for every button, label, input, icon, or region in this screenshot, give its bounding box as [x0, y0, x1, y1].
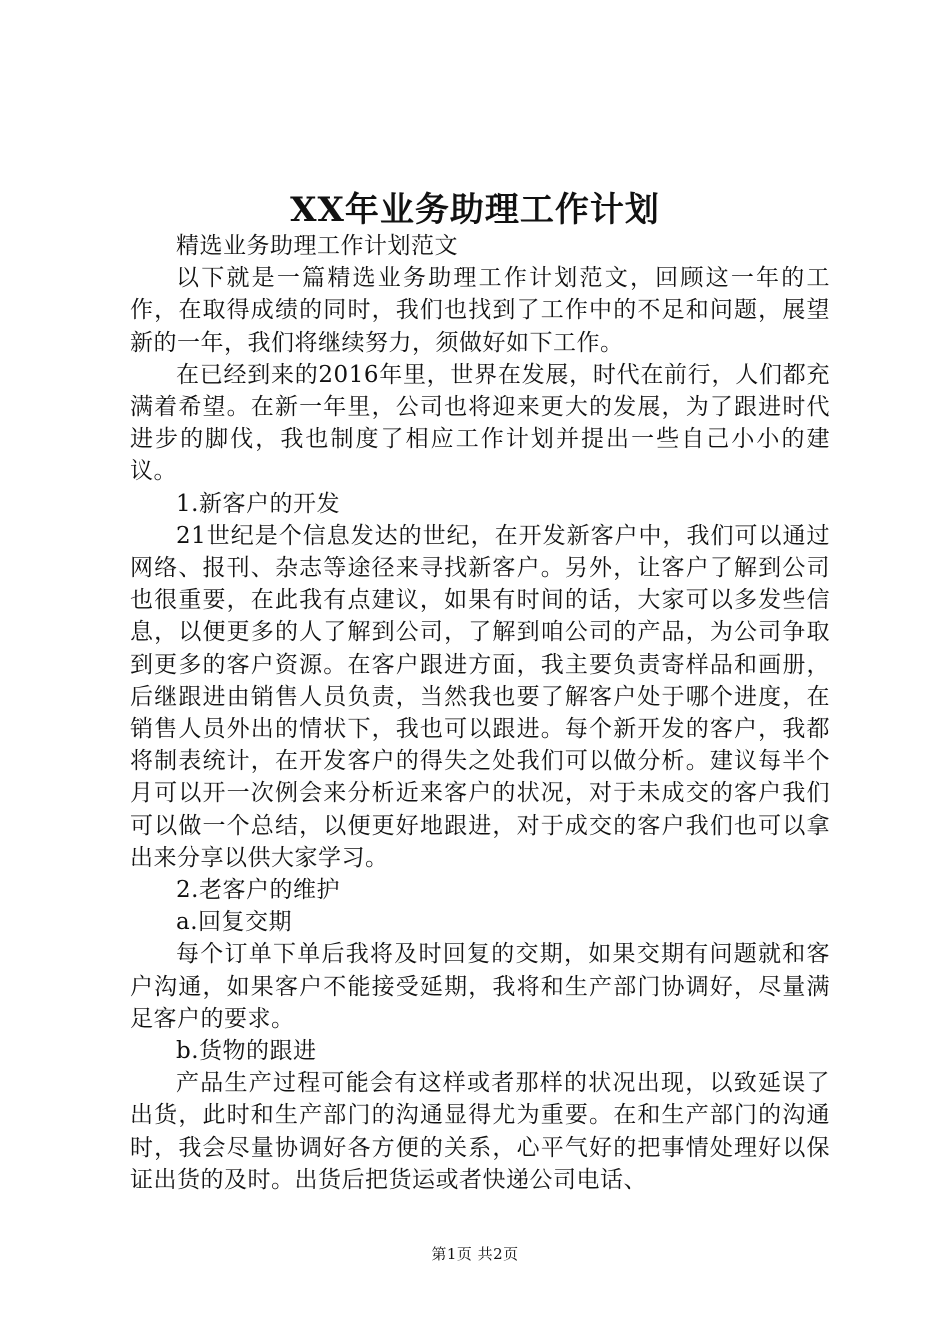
section-heading-old-clients: 2.老客户的维护 — [176, 877, 340, 904]
paragraph-context: 在已经到来的2016年里，世界在发展，时代在前行，人们都充满着希望。在新一年里，公司也将迎来更大的发展，为了跟进时代进步的脚伐，我也制度了相应工作计划并提出一些自己小小的建议。 — [130, 361, 830, 485]
document-title: XX年业务助理工作计划 — [290, 190, 660, 230]
subsection-heading-delivery-reply: a.回复交期 — [176, 909, 293, 936]
subsection-heading-goods-followup: b.货物的跟进 — [176, 1038, 317, 1065]
section-heading-new-clients: 1.新客户的开发 — [176, 490, 340, 517]
paragraph-subtitle: 精选业务助理工作计划范文 — [176, 233, 458, 259]
document-body — [130, 230, 830, 1196]
paragraph-goods-followup: 产品生产过程可能会有这样或者那样的状况出现，以致延误了出货，此时和生产部门的沟通显得尤为重要。在和生产部门的沟通时，我会尽量协调好各方便的关系，心平气好的把事情处理好以保证出货的及时。出货后把货运或者快递公司电话、 — [130, 1070, 830, 1193]
paragraph-intro: 以下就是一篇精选业务助理工作计划范文，回顾这一年的工作，在取得成绩的同时，我们也找到了工作中的不足和问题，展望新的一年，我们将继续努力，须做好如下工作。 — [130, 265, 830, 356]
paragraph-new-clients: 21世纪是个信息发达的世纪，在开发新客户中，我们可以通过网络、报刊、杂志等途径来寻找新客户。另外，让客户了解到公司也很重要，在此我有点建议，如果有时间的话，大家可以多发些信息，以便更多的人了解到公司，了解到咱公司的产品，为公司争取到更多的客户资源。在客户跟进方面，我主要负责寄样品和画册，后继跟进由销售人员负责，当然我也要了解客户处于哪个进度，在销售人员外出的情状下，我也可以跟进。每个新开发的客户，我都将制表统计，在开发客户的得失之处我们可以做分析。建议每半个月可以开一次例会来分析近来客户的状况，对于未成交的客户我们可以做一个总结，以便更好地跟进，对于成交的客户我们也可以拿出来分享以供大家学习。 — [130, 522, 830, 871]
paragraph-delivery-reply: 每个订单下单后我将及时回复的交期，如果交期有问题就和客户沟通，如果客户不能接受延期，我将和生产部门协调好，尽量满足客户的要求。 — [130, 941, 830, 1032]
page-footer: 第1页 共2页 — [431, 1245, 519, 1263]
